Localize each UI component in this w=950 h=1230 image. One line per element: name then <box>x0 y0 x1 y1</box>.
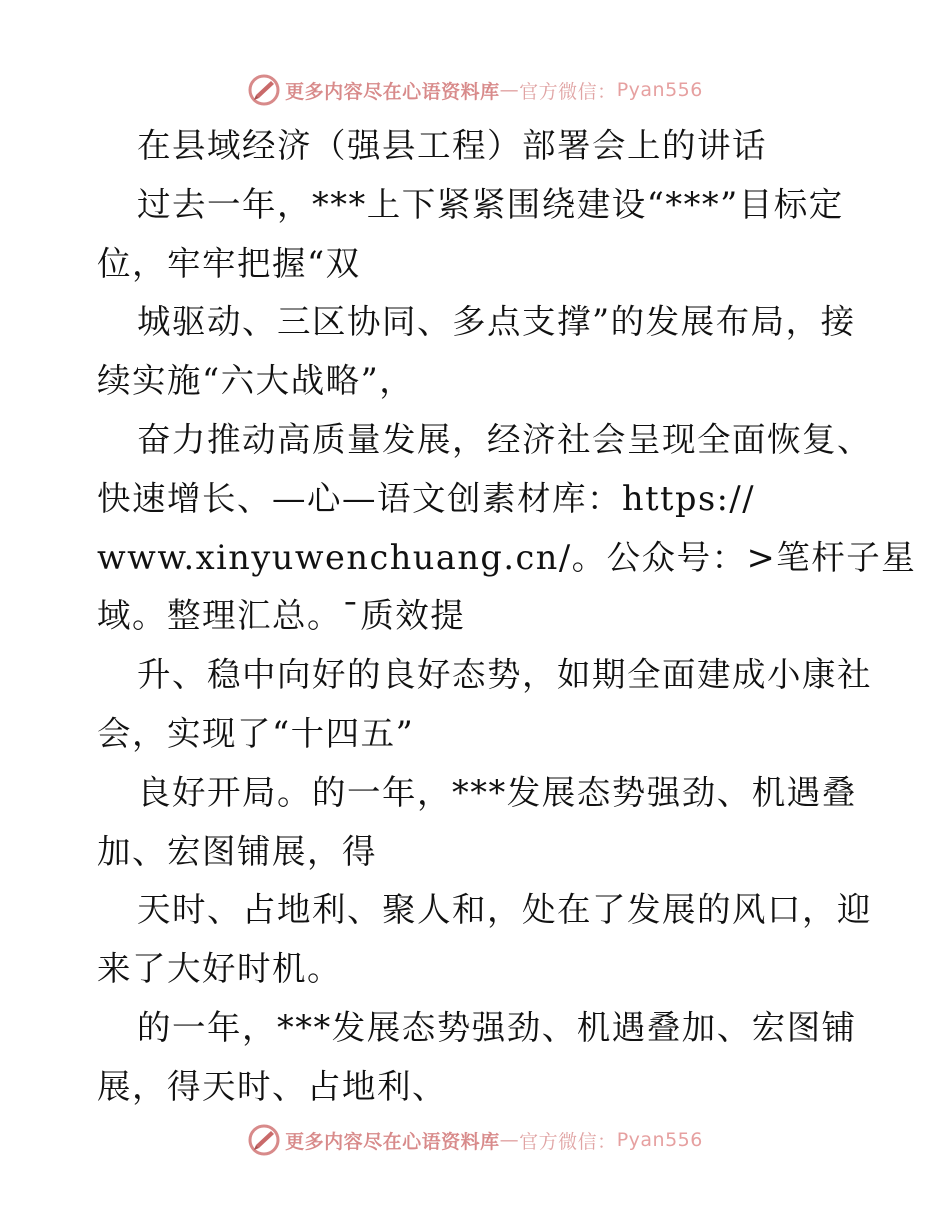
text-line: 升、稳中向好的良好态势，如期全面建成小康社 <box>137 655 872 695</box>
pen-logo-icon <box>247 1123 281 1157</box>
text-line: 加、宏图铺展，得 <box>97 831 377 871</box>
text-line: 位，牢牢把握“双 <box>97 243 361 283</box>
text-line: 展，得天时、占地利、 <box>97 1066 447 1106</box>
text-line: 来了大好时机。 <box>97 949 342 989</box>
pen-logo-icon <box>247 73 281 107</box>
watermark-wechat-label: 官方微信： <box>519 1130 617 1153</box>
text-line: 域。整理汇总。¯质效提 <box>97 596 466 636</box>
text-line: 快速增长、—心—语文创素材库：https:// <box>97 478 755 518</box>
text-line: 奋力推动高质量发展，经济社会呈现全面恢复、 <box>137 419 872 459</box>
watermark-separator: — <box>499 1129 520 1151</box>
text-line: 过去一年，***上下紧紧围绕建设“***”目标定 <box>137 184 844 224</box>
watermark-main-text: 更多内容尽在心语资料库 <box>285 1130 500 1153</box>
text-line: 天时、占地利、聚人和，处在了发展的风口，迎 <box>137 890 872 930</box>
text-line: 的一年，***发展态势强劲、机遇叠加、宏图铺 <box>137 1007 857 1047</box>
watermark-wechat-id: Pyan556 <box>616 1129 703 1151</box>
document-title: 在县域经济（强县工程）部署会上的讲话 <box>137 126 767 165</box>
watermark-wechat-label: 官方微信： <box>519 80 617 103</box>
text-line: 续实施“六大战略”， <box>97 361 415 401</box>
watermark-separator: — <box>499 79 520 101</box>
text-line: 城驱动、三区协同、多点支撑”的发展布局，接 <box>137 302 856 342</box>
watermark-main-text: 更多内容尽在心语资料库 <box>285 80 500 103</box>
text-line: 良好开局。的一年，***发展态势强劲、机遇叠 <box>137 772 857 812</box>
document-body <box>97 117 917 1117</box>
footer-watermark <box>0 1120 950 1160</box>
text-line: www.xinyuwenchuang.cn/。公众号：>笔杆子星 <box>97 537 917 577</box>
header-watermark <box>0 70 950 110</box>
text-line: 会，实现了“十四五” <box>97 713 415 753</box>
watermark-wechat-id: Pyan556 <box>616 79 703 101</box>
